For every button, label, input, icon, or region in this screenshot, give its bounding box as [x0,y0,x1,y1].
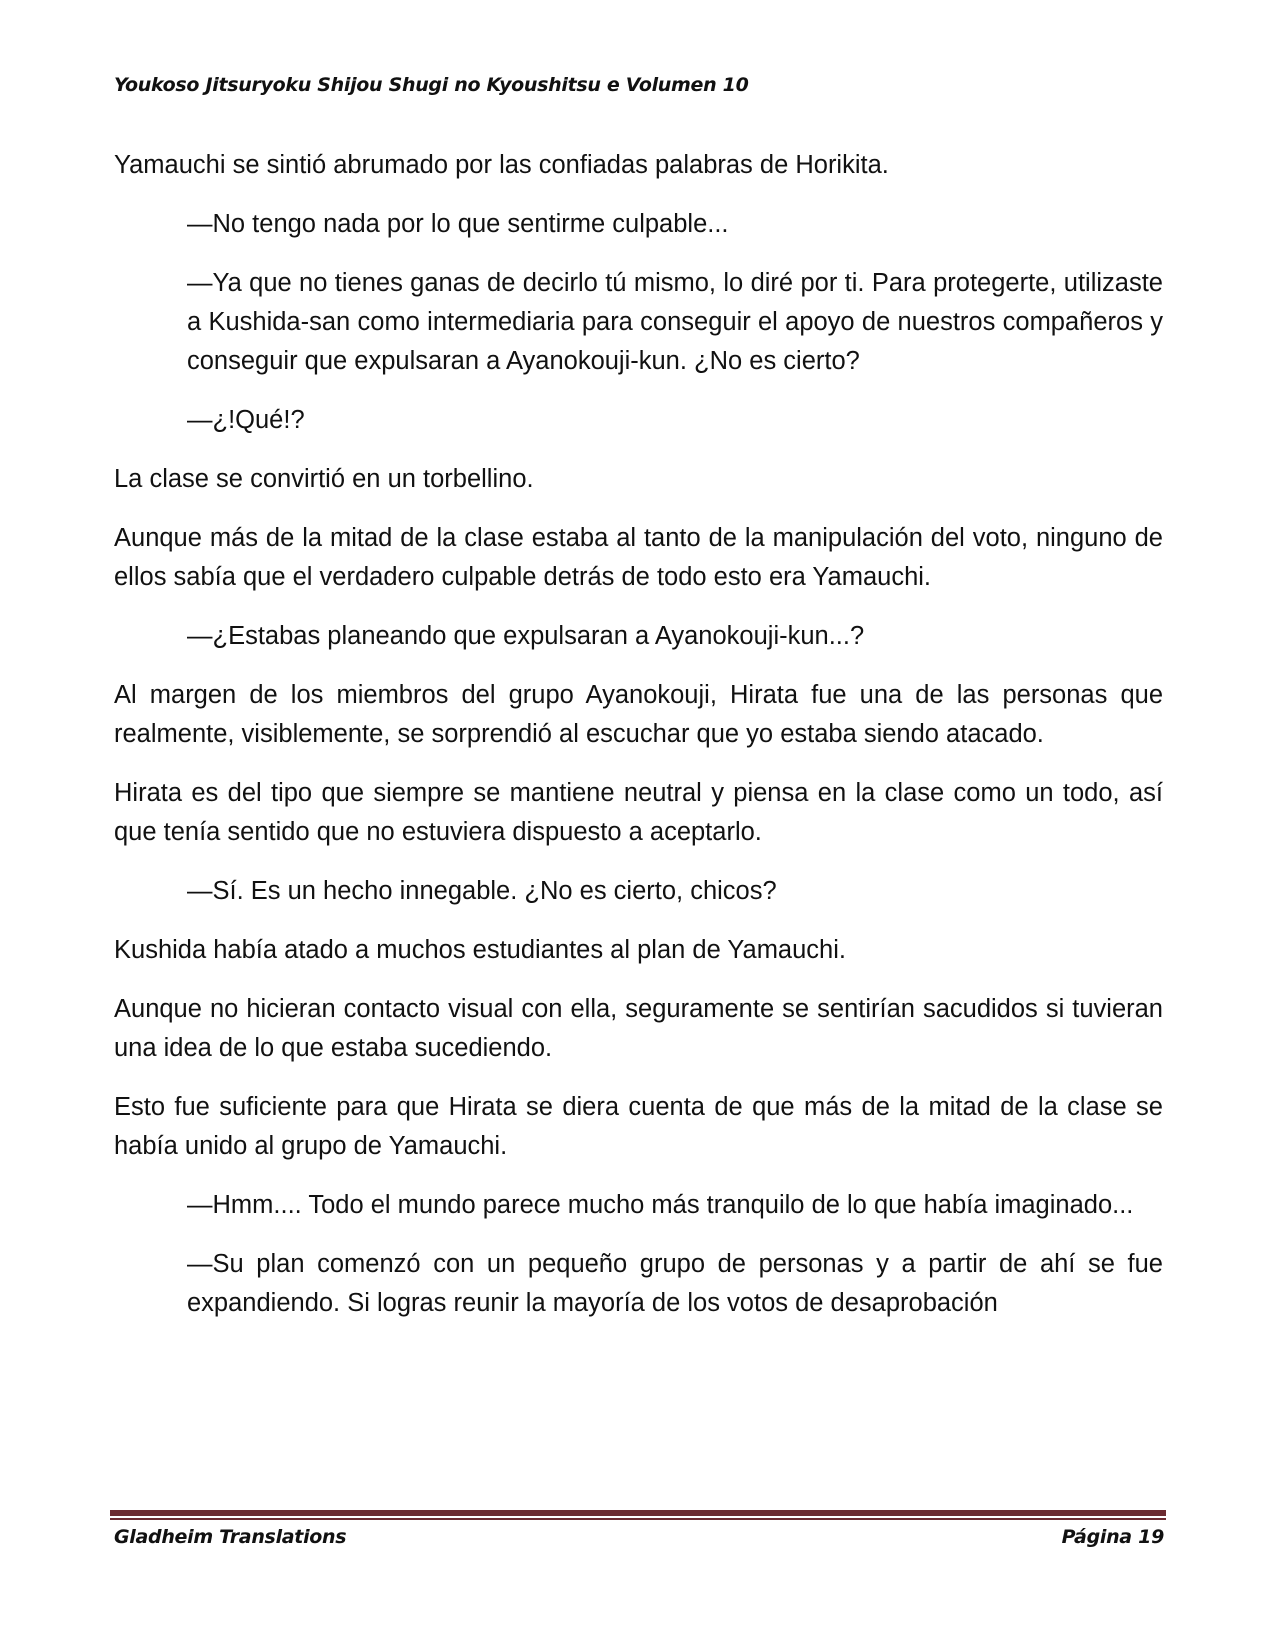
dialogue-paragraph: —No tengo nada por lo que sentirme culpable... [187,210,729,238]
narration-paragraph: Yamauchi se sintió abrumado por las confiadas palabras de Horikita. [114,151,889,179]
dialogue-paragraph: —Su plan comenzó con un pequeño grupo de personas y a partir de ahí se fue expandiendo. Si logras reunir la mayoría de los votos de desaprobación [187,1250,1163,1317]
narration-paragraph: Al margen de los miembros del grupo Ayanokouji, Hirata fue una de las personas que realmente, visiblemente, se sorprendió al escuchar que yo estaba siendo atacado. [114,681,1163,748]
narration-paragraph: Aunque más de la mitad de la clase estaba al tanto de la manipulación del voto, ninguno de ellos sabía que el verdadero culpable detrás de todo esto era Yamauchi. [114,524,1163,591]
narration-paragraph: Kushida había atado a muchos estudiantes al plan de Yamauchi. [114,936,846,964]
footer-publisher: Gladheim Translations [114,1526,347,1548]
dialogue-paragraph: —¿Estabas planeando que expulsaran a Ayanokouji-kun...? [187,622,865,650]
dialogue-paragraph: —Hmm.... Todo el mundo parece mucho más tranquilo de lo que había imaginado... [187,1191,1134,1219]
footer-rule-thin [110,1518,1166,1520]
running-header: Youkoso Jitsuryoku Shijou Shugi no Kyoushitsu e Volumen 10 [114,74,749,96]
dialogue-paragraph: —¿!Qué!? [187,406,305,434]
narration-paragraph: Aunque no hicieran contacto visual con ella, seguramente se sentirían sacudidos si tuvieran una idea de lo que estaba sucediendo. [114,995,1163,1062]
dialogue-paragraph: —Ya que no tienes ganas de decirlo tú mismo, lo diré por ti. Para protegerte, utilizaste a Kushida-san como intermediaria para conseguir el apoyo de nuestros compañeros y conseguir que expulsaran a Ayanokouji-kun. ¿No es cierto? [187,269,1163,375]
footer-rule [110,1510,1166,1518]
narration-paragraph: La clase se convirtió en un torbellino. [114,465,534,493]
narration-paragraph: Hirata es del tipo que siempre se mantiene neutral y piensa en la clase como un todo, así que tenía sentido que no estuviera dispuesto a aceptarlo. [114,779,1163,846]
narration-paragraph: Esto fue suficiente para que Hirata se diera cuenta de que más de la mitad de la clase se había unido al grupo de Yamauchi. [114,1093,1163,1160]
page-number: Página 19 [1061,1526,1164,1548]
dialogue-paragraph: —Sí. Es un hecho innegable. ¿No es cierto, chicos? [187,877,777,905]
page-body [114,146,1163,1343]
